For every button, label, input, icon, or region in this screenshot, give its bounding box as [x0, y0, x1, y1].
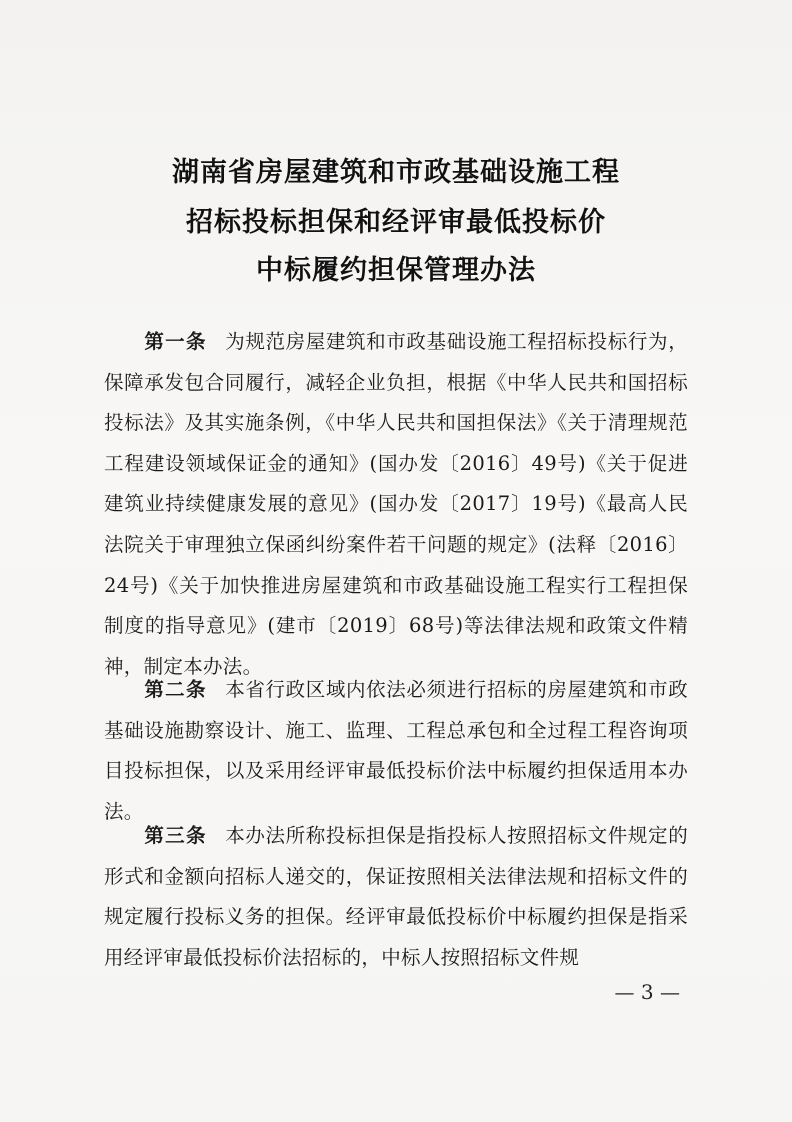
article-3-text: 本办法所称投标担保是指投标人按照招标文件规定的形式和金额向招标人递交的，保证按照相关法律法规和招标文件的规定履行投标义务的担保。经评审最低投标价中标履约担保是指采用经评审最低投标价法招标的，中标人按照招标文件规	[104, 824, 688, 969]
article-2	[104, 670, 688, 832]
article-1-label: 第一条	[144, 330, 207, 353]
page-number: — 3 —	[614, 980, 680, 1004]
article-2-text: 本省行政区域内依法必须进行招标的房屋建筑和市政基础设施勘察设计、施工、监理、工程总承包和全过程工程咨询项目投标担保，以及采用经评审最低投标价法中标履约担保适用本办法。	[104, 678, 688, 823]
article-2-label: 第二条	[144, 678, 207, 701]
article-1	[104, 322, 688, 687]
title-line-2: 招标投标担保和经评审最低投标价	[186, 207, 606, 238]
article-3-label: 第三条	[144, 824, 207, 847]
article-1-text: 为规范房屋建筑和市政基础设施工程招标投标行为，保障承发包合同履行，减轻企业负担，根据《中华人民共和国招标投标法》及其实施条例，《中华人民共和国担保法》《关于清理规范工程建设领域保证金的通知》(国办发〔2016〕49号)《关于促进建筑业持续健康发展的意见》(国办发〔2017〕19号)《最高人民法院关于审理独立保函纠纷案件若干问题的规定》(法释〔2016〕24号)《关于加快推进房屋建筑和市政基础设施工程实行工程担保制度的指导意见》(建市〔2019〕68号)等法律法规和政策文件精神，制定本办法。	[104, 330, 688, 678]
title-line-1: 湖南省房屋建筑和市政基础设施工程	[172, 157, 620, 188]
title-line-3: 中标履约担保管理办法	[256, 255, 536, 286]
article-3	[104, 816, 688, 978]
